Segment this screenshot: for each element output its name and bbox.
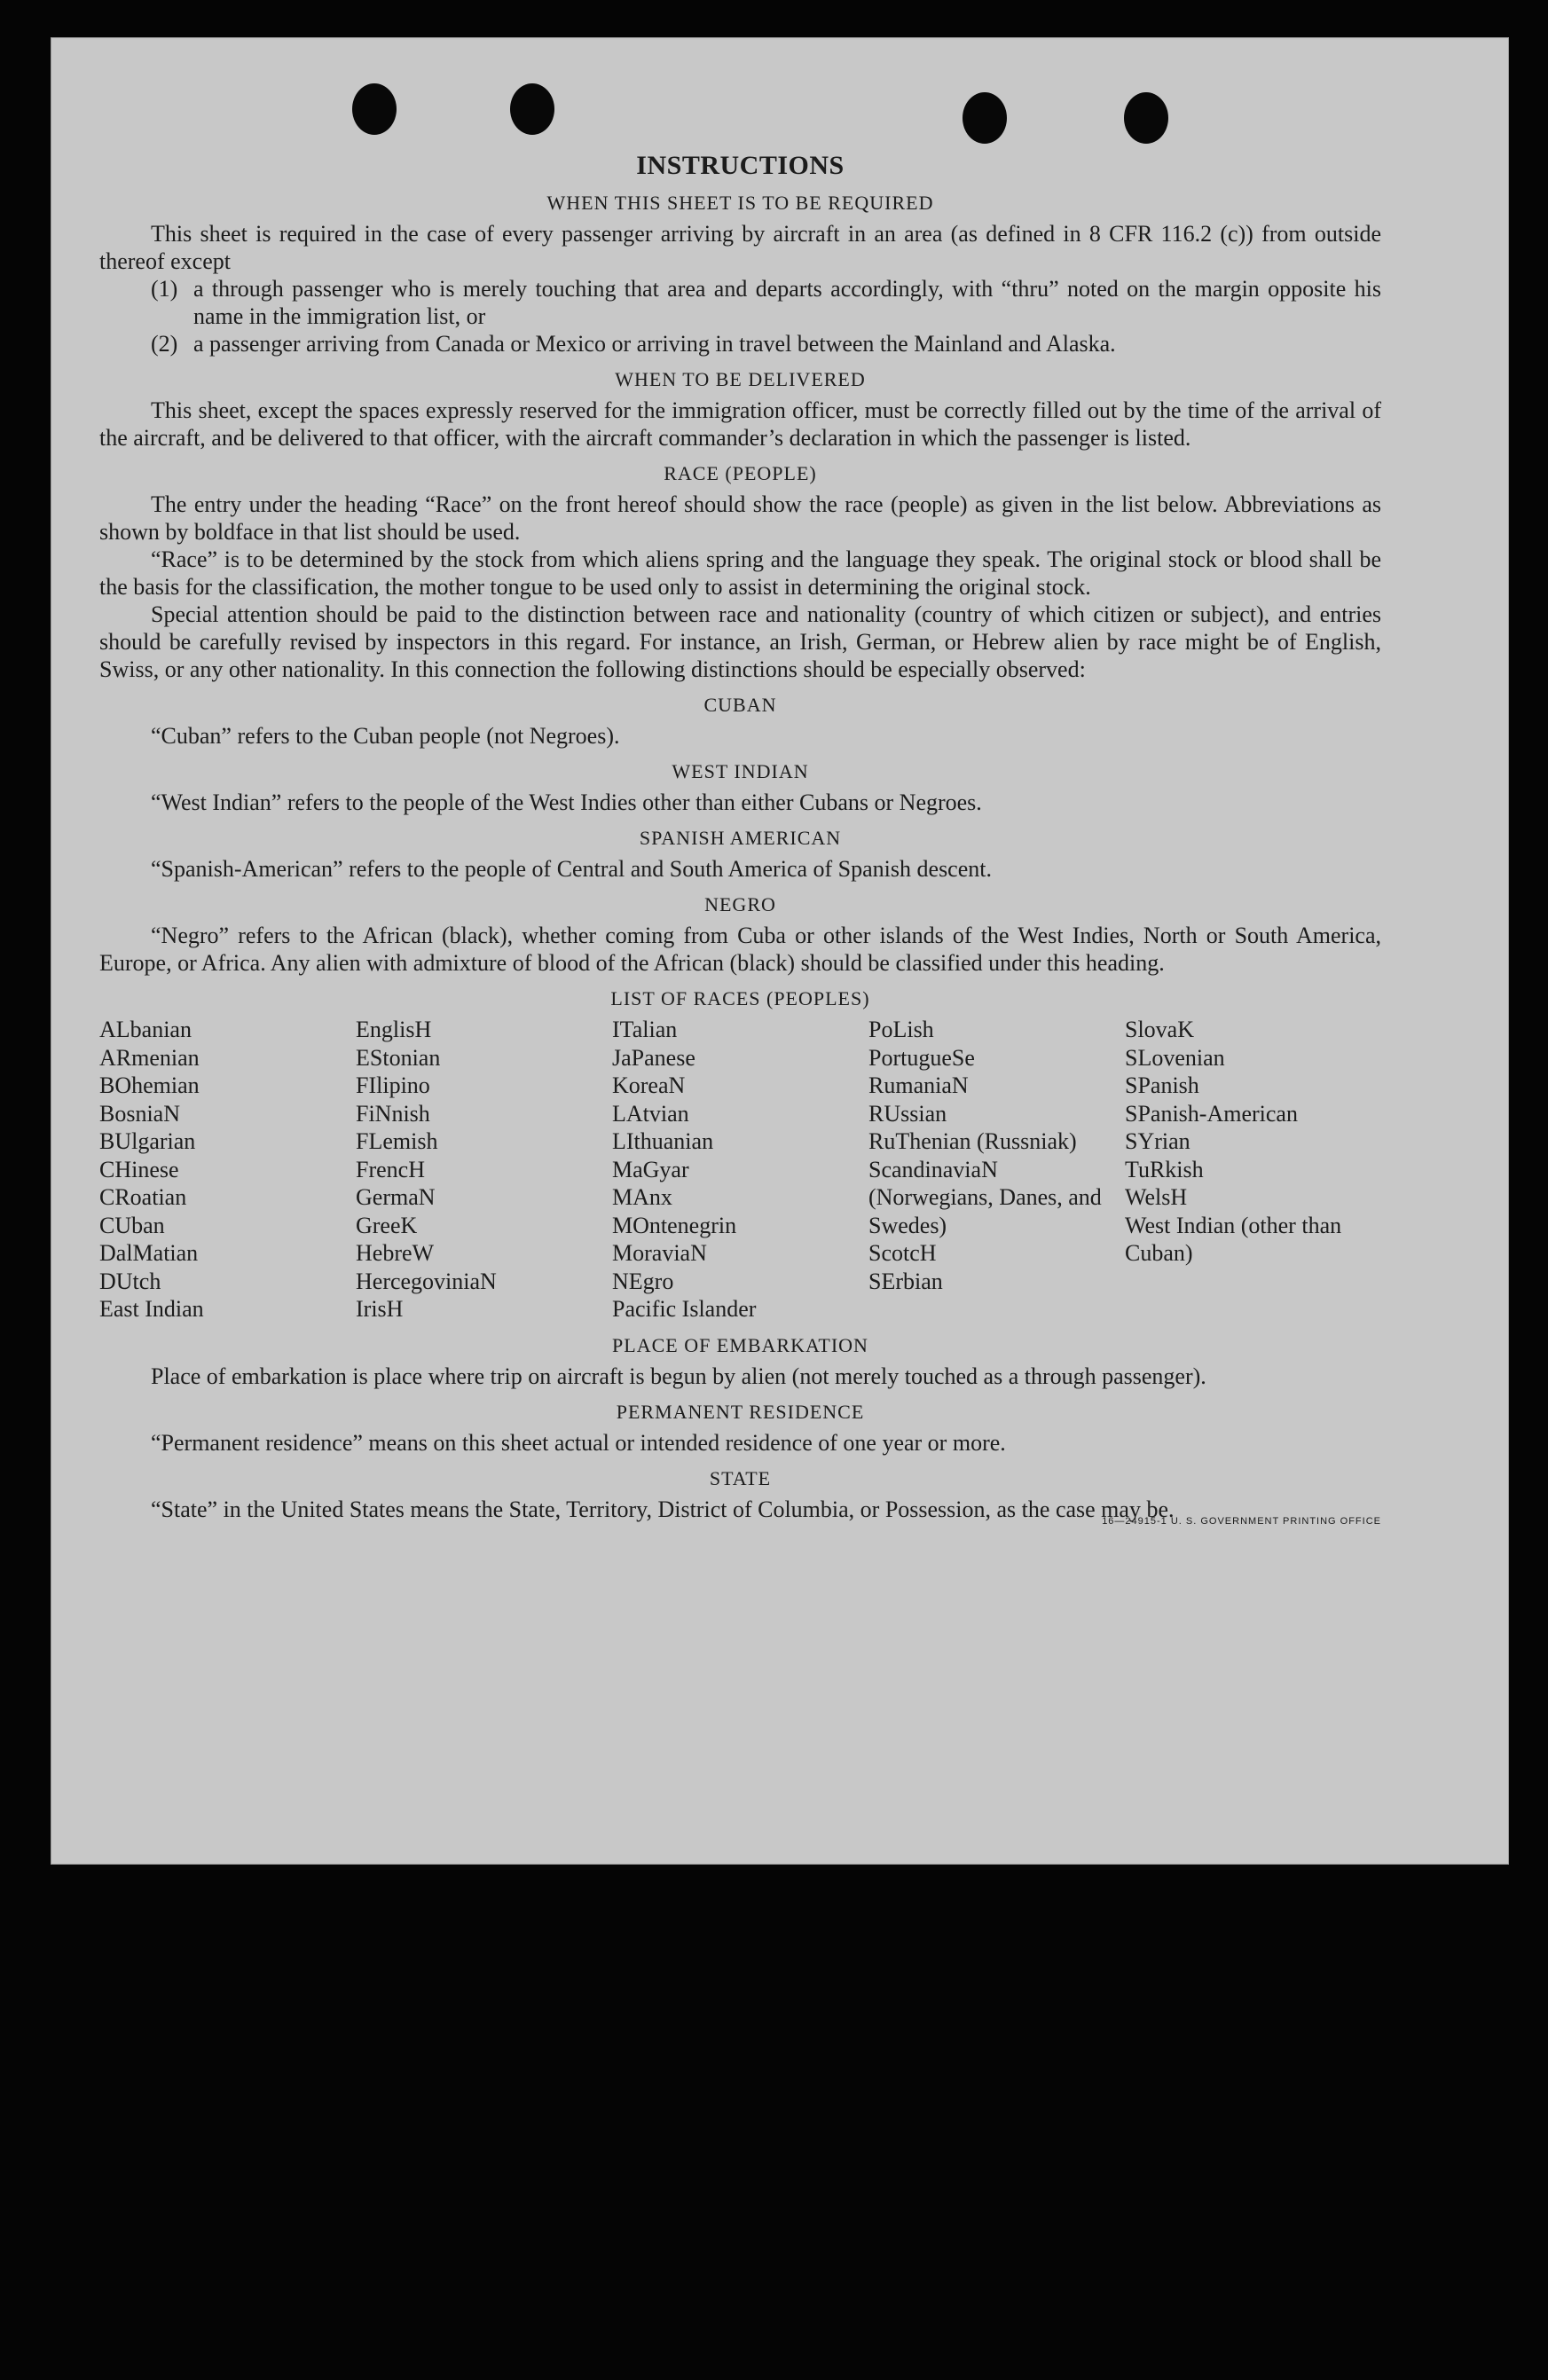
race-entry: FiNnish bbox=[356, 1100, 430, 1127]
race-entry: MaGyar bbox=[612, 1156, 689, 1182]
race-column bbox=[868, 1016, 1125, 1324]
section-heading-race: RACE (PEOPLE) bbox=[664, 462, 817, 484]
race-entry: LIthuanian bbox=[612, 1128, 714, 1154]
document-content bbox=[99, 151, 1381, 1527]
race-entry: DalMatian bbox=[99, 1240, 199, 1266]
list-item bbox=[151, 330, 1381, 357]
race-entry: MOntenegrin bbox=[612, 1212, 737, 1238]
item-number: (1) bbox=[151, 276, 178, 302]
race-entry: SPanish bbox=[1125, 1072, 1199, 1098]
race-entry: SPanish-American bbox=[1125, 1100, 1298, 1127]
punch-hole bbox=[510, 83, 554, 135]
race-entry: ITalian bbox=[612, 1017, 678, 1042]
race-entry: EnglisH bbox=[356, 1017, 432, 1042]
race-entry: SlovaK bbox=[1125, 1017, 1194, 1042]
race-entry: SYrian bbox=[1125, 1128, 1190, 1154]
race-entry: ARmenian bbox=[99, 1044, 200, 1071]
section-heading-west-indian: WEST INDIAN bbox=[672, 760, 809, 782]
race-entry: WelsH bbox=[1125, 1184, 1188, 1210]
race-entry: KoreaN bbox=[612, 1072, 686, 1098]
race-entry: PoLish bbox=[868, 1017, 934, 1042]
section-heading-cuban: CUBAN bbox=[703, 694, 777, 716]
section-heading-list: LIST OF RACES (PEOPLES) bbox=[610, 987, 870, 1009]
race-column bbox=[99, 1016, 356, 1324]
page-title: INSTRUCTIONS bbox=[636, 151, 845, 180]
race-entry: RUssian bbox=[868, 1100, 947, 1127]
section-heading-spanish-american: SPANISH AMERICAN bbox=[639, 827, 842, 849]
state-block bbox=[99, 1496, 1381, 1527]
race-column bbox=[612, 1016, 868, 1324]
race-entry: NEgro bbox=[612, 1268, 674, 1294]
race-entry: BosniaN bbox=[99, 1100, 180, 1127]
embarkation-text: Place of embarkation is place where trip on aircraft is begun by alien (not merely touched as a through passenger). bbox=[151, 1363, 1206, 1389]
race-entry: FIlipino bbox=[356, 1072, 430, 1098]
item-text: a passenger arriving from Canada or Mexico or arriving in travel between the Mainland and Alaska. bbox=[193, 331, 1116, 357]
item-number: (2) bbox=[151, 331, 178, 357]
delivered-text: This sheet, except the spaces expressly reserved for the immigration officer, must be correctly filled out by the time of the arrival of the aircraft, and be delivered to that officer, with the aircraft commander’s declaration in which the passenger is listed. bbox=[99, 397, 1381, 451]
section-heading-required: WHEN THIS SHEET IS TO BE REQUIRED bbox=[546, 192, 934, 214]
race-list bbox=[99, 1016, 1381, 1324]
race-entry: TuRkish bbox=[1125, 1156, 1204, 1182]
race-entry: RuThenian (Russniak) bbox=[868, 1128, 1077, 1154]
section-heading-residence: PERMANENT RESIDENCE bbox=[616, 1400, 865, 1423]
race-entry: CRoatian bbox=[99, 1184, 187, 1210]
race-entry: HercegoviniaN bbox=[356, 1268, 497, 1294]
item-text: a through passenger who is merely touching that area and departs accordingly, with “thru” noted on the margin opposite his name in the immigration list, or bbox=[193, 276, 1381, 329]
negro-text: “Negro” refers to the African (black), whether coming from Cuba or other islands of the West Indies, North or South America, Europe, or Africa. Any alien with admixture of blood of the African (black) should be classified under this heading. bbox=[99, 923, 1381, 976]
section-heading-embarkation: PLACE OF EMBARKATION bbox=[612, 1333, 868, 1356]
race-entry: JaPanese bbox=[612, 1044, 695, 1071]
cuban-text: “Cuban” refers to the Cuban people (not Negroes). bbox=[151, 723, 620, 749]
west-indian-text: “West Indian” refers to the people of the West Indies other than either Cubans or Negroes. bbox=[151, 789, 982, 815]
race-paragraph-1: The entry under the heading “Race” on the front hereof should show the race (people) as given in the list below. Abbreviations as shown by boldface in that list should be used. bbox=[99, 491, 1381, 545]
race-entry: SErbian bbox=[868, 1268, 943, 1294]
race-entry: FLemish bbox=[356, 1128, 438, 1154]
race-entry: BOhemian bbox=[99, 1072, 200, 1098]
race-entry: BUlgarian bbox=[99, 1128, 196, 1154]
residence-text: “Permanent residence” means on this sheet actual or intended residence of one year or more. bbox=[151, 1429, 1006, 1456]
section-heading-negro: NEGRO bbox=[704, 893, 776, 915]
document-sheet bbox=[51, 37, 1509, 1865]
section-heading-state: STATE bbox=[709, 1466, 772, 1489]
race-paragraph-2: “Race” is to be determined by the stock from which aliens spring and the language they speak. The original stock or blood shall be the basis for the classification, the mother tongue to be used only to assist in determining the original stock. bbox=[99, 546, 1381, 600]
list-item bbox=[151, 275, 1381, 330]
race-entry: IrisH bbox=[356, 1296, 404, 1322]
race-entry: MoraviaN bbox=[612, 1240, 707, 1266]
race-entry: West Indian (other than Cuban) bbox=[1125, 1212, 1342, 1266]
punch-hole bbox=[963, 92, 1007, 144]
race-entry: RumaniaN bbox=[868, 1072, 969, 1098]
race-entry: Pacific Islander bbox=[612, 1296, 757, 1322]
required-intro: This sheet is required in the case of every passenger arriving by aircraft in an area (as defined in 8 CFR 116.2 (c)) from outside thereof except bbox=[99, 221, 1381, 274]
race-entry: CHinese bbox=[99, 1156, 179, 1182]
race-entry: GermaN bbox=[356, 1184, 436, 1210]
print-code: 16—24915-1 U. S. GOVERNMENT PRINTING OFFICE bbox=[1102, 1515, 1381, 1527]
race-entry: LAtvian bbox=[612, 1100, 689, 1127]
race-entry: East Indian bbox=[99, 1296, 204, 1322]
race-entry: FrencH bbox=[356, 1156, 425, 1182]
race-entry: SLovenian bbox=[1125, 1044, 1225, 1071]
state-text: “State” in the United States means the State, Territory, District of Columbia, or Possession, as the case may be. bbox=[151, 1496, 1175, 1522]
race-entry: MAnx bbox=[612, 1184, 672, 1210]
race-entry: ALbanian bbox=[99, 1017, 192, 1042]
race-entry: HebreW bbox=[356, 1240, 435, 1266]
race-entry: ScandinaviaN (Norwegians, Danes, and Swedes) bbox=[868, 1156, 1102, 1238]
race-entry: ScotcH bbox=[868, 1240, 937, 1266]
punch-hole bbox=[352, 83, 397, 135]
section-heading-delivered: WHEN TO BE DELIVERED bbox=[615, 368, 866, 390]
race-column bbox=[1125, 1016, 1381, 1324]
race-column bbox=[356, 1016, 612, 1324]
race-paragraph-3: Special attention should be paid to the distinction between race and nationality (country of which citizen or subject), and entries should be carefully revised by inspectors in this regard. For instance, an Irish, German, or Hebrew alien by race might be of English, Swiss, or any other nationality. In this connection the following distinctions should be especially observed: bbox=[99, 601, 1381, 682]
race-entry: EStonian bbox=[356, 1044, 441, 1071]
spanish-american-text: “Spanish-American” refers to the people of Central and South America of Spanish descent. bbox=[151, 856, 992, 882]
race-entry: DUtch bbox=[99, 1268, 161, 1294]
race-entry: GreeK bbox=[356, 1212, 418, 1238]
race-entry: PortugueSe bbox=[868, 1044, 975, 1071]
race-entry: CUban bbox=[99, 1212, 165, 1238]
punch-hole bbox=[1124, 92, 1168, 144]
